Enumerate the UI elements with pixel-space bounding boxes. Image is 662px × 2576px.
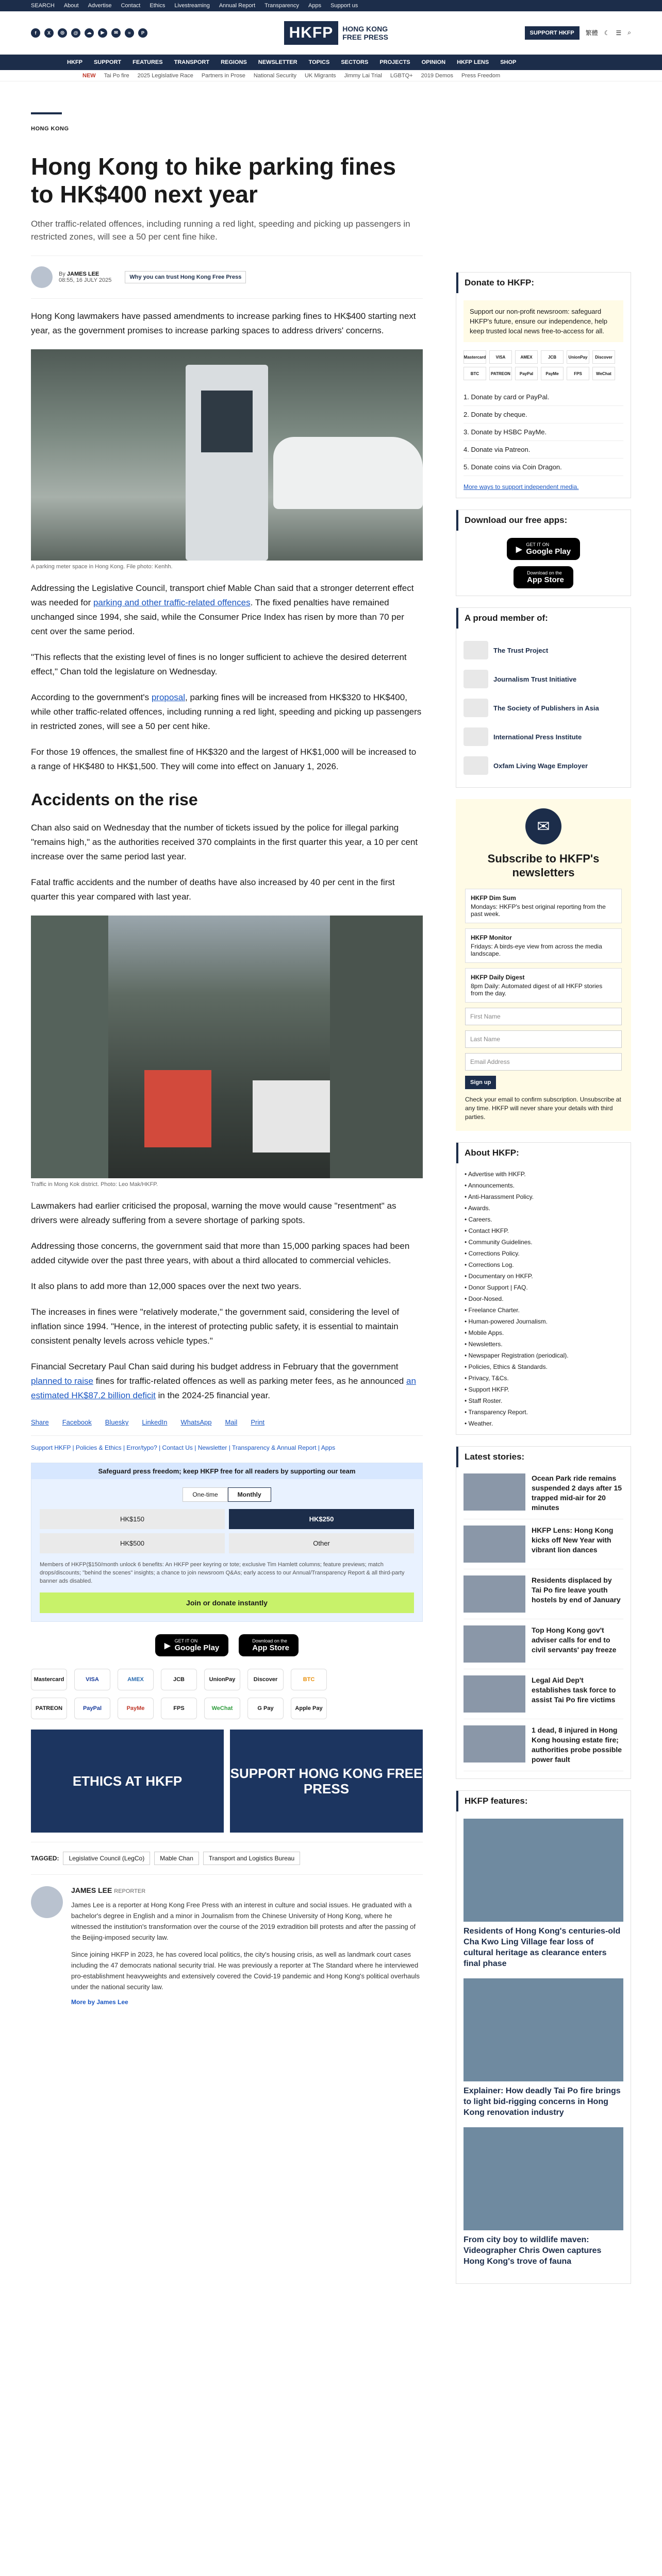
paragraph: For those 19 offences, the smallest fine of HK$320 and the largest of HK$1,000 will be increased to a range of HK$480 to HK$1,500. They will come into effect on January 1, 2026. [31,747,417,771]
as-label: App Store [527,575,564,584]
member-org[interactable] [464,722,623,751]
about-link[interactable]: • Weather. [465,1420,493,1427]
story-title: 1 dead, 8 injured in Hong Kong housing estate fire; authorities probe possible power fault [532,1726,622,1764]
print-link[interactable]: Print [251,1418,265,1426]
about-link[interactable]: • Newspaper Registration (periodical). [465,1352,569,1359]
amount-option-selected[interactable]: HK$250 [229,1509,414,1529]
amount-option[interactable]: Other [229,1533,414,1553]
newsletter-option[interactable] [465,889,622,923]
about-link[interactable]: • Community Guidelines. [465,1239,533,1246]
bus-shape-2 [253,1080,330,1153]
meter-screen-shape [201,391,253,452]
article-date: 08:55, 16 JULY 2025 [59,277,112,283]
amount-option[interactable]: HK$500 [40,1533,225,1553]
sign-up-button[interactable]: Sign up [465,1076,496,1089]
promo-videos [31,1730,423,1833]
member-name: Oxfam Living Wage Employer [493,761,588,770]
trending-item[interactable]: Tai Po fire [104,72,129,79]
paragraph: Addressing those concerns, the government said that more than 15,000 parking spaces had been added citywide over the past three years, with about a third allocated to commercial vehicles. [31,1241,410,1265]
paragraph [31,1360,423,1403]
paragraph: Chan also said on Wednesday that the number of tickets issued by the police for illegal parking "remains high," as the authorities received 370 complaints in the first quarter this year, a 10 per cent increase over the same period last year. [31,823,418,861]
support-video[interactable]: SUPPORT HONG KONG FREE PRESS [230,1730,423,1833]
tags-row [31,1842,423,1875]
tag-chip[interactable]: Transport and Logistics Bureau [203,1852,300,1865]
feature-story[interactable] [464,2127,623,2267]
story-title: HKFP Lens: Hong Kong kicks off New Year with vibrant lion dances [532,1526,614,1554]
text-run: Addressing the Legislative Council, transport chief Mable Chan said that a stronger deterrent effect was needed for [31,583,414,607]
email-field[interactable]: Email Address [465,1053,622,1071]
article-category[interactable]: HONG KONG [31,126,69,132]
member-name: The Society of Publishers in Asia [493,704,599,712]
story-thumbnail [464,1625,525,1663]
story-thumbnail [464,1473,525,1511]
paragraph: The increases in fines were "relatively moderate," the government said, considering the level of inflation since 1994. "Hence, in the interest of protecting public safety, it is essential to maintain consistent penalty levels across vehicle types." [31,1307,400,1346]
facebook-icon[interactable]: f [31,28,40,38]
play-icon: ▶ [164,1641,171,1650]
latest-story[interactable] [464,1519,623,1569]
story-thumbnail [464,1675,525,1713]
topbar-annual-report[interactable]: Annual Report [219,3,256,9]
paragraph: "This reflects that the existing level of fines is no longer sufficient to achieve the desired deterrent effect," Chan told the legislature on Wednesday. [31,652,407,676]
white-car-shape [273,437,423,509]
brand-actions [525,26,631,40]
menu-icon[interactable]: ☰ [616,29,622,37]
latest-story[interactable] [464,1619,623,1669]
newsletter-title: Subscribe to HKFP's newsletters [487,852,600,879]
feature-title: Residents of Hong Kong's centuries-old Cha Kwo Ling Village fear loss of cultural heritage as clearance enters final phase [464,1927,621,1968]
as-small: Download on the [252,1638,287,1643]
author-box [31,1886,423,2006]
story-title: Legal Aid Dep't establishes task force to assist Tai Po fire victims [532,1676,616,1704]
donate-method[interactable]: 2. Donate by cheque. [464,406,623,423]
bluesky-icon[interactable]: ☁ [85,28,94,38]
jcb-logo: JCB [161,1669,197,1690]
top-utility-bar [0,0,662,11]
jti-logo [464,670,488,688]
topbar-contact[interactable]: Contact [121,3,141,9]
trending-item[interactable]: LGBTQ+ [390,72,413,79]
nav-features[interactable]: FEATURES [133,59,163,65]
donate-method[interactable]: 3. Donate by HSBC PayMe. [464,423,623,441]
app-buttons [31,1634,423,1656]
about-sidebar [456,1142,631,1435]
about-link[interactable]: • Privacy, T&Cs. [465,1375,509,1382]
paragraph [31,581,423,639]
feature-story[interactable] [464,1819,623,1969]
amount-option[interactable]: HK$150 [40,1509,225,1529]
site-logo[interactable] [284,21,388,45]
social-icons [31,28,147,38]
proposal-link[interactable]: proposal [151,692,186,702]
x-twitter-icon[interactable]: X [44,28,54,38]
trending-item[interactable]: 2019 Demos [421,72,453,79]
newsletter-name: HKFP Monitor [471,934,512,941]
donate-method[interactable]: 4. Donate via Patreon. [464,441,623,459]
latest-story[interactable] [464,1719,623,1771]
paypal-logo: PayPal [515,367,538,380]
text-run: Financial Secretary Paul Chan said during his budget address in February that the government [31,1362,399,1371]
about-link[interactable]: • Awards. [465,1205,491,1212]
paragraph [31,690,423,734]
donate-methods [464,388,623,476]
tab-monthly[interactable]: Monthly [228,1487,271,1502]
about-link[interactable]: • Anti-Harassment Policy. [465,1193,534,1200]
latest-story[interactable] [464,1669,623,1719]
donate-method[interactable]: 5. Donate coins via Coin Dragon. [464,459,623,476]
instagram-icon[interactable]: ◎ [58,28,67,38]
new-badge: NEW [82,72,96,79]
more-by-author-link[interactable]: More by James Lee [71,1998,128,2006]
wechat-logo: WeChat [204,1698,240,1719]
nav-transport[interactable]: TRANSPORT [174,59,210,65]
newsletter-desc: Mondays: HKFP's best original reporting from the past week. [471,903,606,918]
email-icon[interactable]: ✉ [111,28,121,38]
article [31,112,423,2006]
topbar-search[interactable]: SEARCH [31,3,55,9]
author-bio: Since joining HKFP in 2023, he has covered local politics, the city's housing crisis, as well as landmark court cases including the 47 democrats national security trial. He was previously a reporter at The Standard where he interviewed pro-establishment heavyweights and extensively covered the Covid-19 pandemic and Hong Kong's political overhauls under the national security law. [71,1951,420,1991]
ipi-logo [464,727,488,746]
donate-intro: Support our non-profit newsroom: safeguard HKFP's future, ensure our independence, help keep trusted local news free-to-access for all. [464,300,623,342]
fps-logo: FPS [567,367,589,380]
gp-small: GET IT ON [526,542,550,547]
latest-sidebar [456,1446,631,1779]
bluesky-share-link[interactable]: Bluesky [105,1418,129,1426]
google-play-button[interactable] [155,1634,228,1656]
subscription-note: Check your email to confirm subscription. Unsubscribe at any time. HKFP will never share your details with third parties. [465,1096,621,1121]
newsletter-desc: 8pm Daily: Automated digest of all HKFP stories from the day. [471,982,603,997]
donate-method[interactable]: 1. Donate by card or PayPal. [464,388,623,406]
about-link[interactable]: • Donor Support | FAQ. [465,1284,528,1291]
logo-text [342,25,388,41]
as-label: App Store [252,1643,289,1652]
text-run: in the 2024-25 financial year. [155,1391,271,1400]
about-link[interactable]: • Careers. [465,1216,492,1223]
amex-logo: AMEX [515,350,538,364]
wechat-logo: WeChat [592,367,615,380]
oxfam-logo [464,756,488,775]
amex-logo: AMEX [118,1669,154,1690]
sidebar-heading: Donate to HKFP: [456,273,631,293]
topbar-support-us[interactable]: Support us [330,3,358,9]
topbar-about[interactable]: About [63,3,79,9]
about-link[interactable]: • Door-Nosed. [465,1295,504,1302]
payme-logo: PayMe [118,1698,154,1719]
text-run: fines for traffic-related offences as well as parking meter fees, as he announced [93,1376,406,1386]
member-org[interactable] [464,693,623,722]
feature-image [464,1978,623,2081]
trending-item[interactable]: National Security [253,72,296,79]
photo-caption: A parking meter space in Hong Kong. File photo: Kenhh. [31,564,173,570]
author-avatar-large[interactable] [31,1886,63,1918]
about-link[interactable]: • Staff Roster. [465,1397,503,1404]
newsletter-name: HKFP Dim Sum [471,894,516,902]
first-name-field[interactable]: First Name [465,1008,622,1025]
sidebar-heading: HKFP features: [456,1791,631,1811]
trending-item[interactable]: 2025 Legislative Race [137,72,193,79]
moon-icon[interactable]: ☾ [604,29,610,37]
text-run: , parking fines will be increased from HK$320 to HK$400, while other traffic-related offences, including running a red light, speeding and picking up passengers in restricted zones, will see a 50 per cent hike. [31,692,422,731]
app-store-button[interactable] [239,1634,299,1656]
nav-shop[interactable]: SHOP [500,59,517,65]
discover-logo: Discover [592,350,615,364]
about-link[interactable]: • Human-powered Journalism. [465,1318,548,1325]
about-link[interactable]: • Policies, Ethics & Standards. [465,1363,548,1370]
member-org[interactable] [464,751,623,780]
building-left-shape [31,916,108,1178]
gp-label: Google Play [174,1643,220,1652]
topbar-transparency[interactable]: Transparency [264,3,299,9]
member-org[interactable] [464,665,623,693]
topbar-apps[interactable]: Apps [308,3,322,9]
nav-support[interactable]: SUPPORT [93,59,122,65]
about-links [456,1163,631,1434]
applepay-logo: Apple Pay [291,1698,327,1719]
author-name[interactable]: JAMES LEE [67,271,100,277]
app-store-button[interactable] [514,566,573,588]
bus-shape [144,1070,211,1147]
topbar-ethics[interactable]: Ethics [150,3,166,9]
tag-chip[interactable]: Legislative Council (LegCo) [63,1852,150,1865]
byline-meta [59,271,111,283]
member-name: Journalism Trust Initiative [493,675,577,683]
sidebar-heading: About HKFP: [456,1143,631,1163]
sidebar-heading: Latest stories: [456,1447,631,1467]
latest-stories [456,1467,631,1778]
main-nav [0,55,662,70]
donate-widget [31,1463,423,1622]
member-benefits-text: Members of HKFP($150/month unlock 6 benefits: An HKFP peer keyring or tote; exclusive Tim Hamlett columns; feature previews; match drops/discounts; "behind the scenes" insights; a chance to join newsroom Q&As; early access to our Annual/Transparency Report & all third-party banner ads disabled. [40,1562,405,1584]
linkedin-share-link[interactable]: LinkedIn [142,1418,168,1426]
story-title: Residents displaced by Tai Po fire leave youth hostels by end of January [532,1576,621,1604]
author-avatar[interactable] [31,266,53,288]
mastercard-logo: Mastercard [31,1669,67,1690]
topbar-livestreaming[interactable]: Livestreaming [174,3,210,9]
rss-icon[interactable]: ≈ [125,28,134,38]
google-play-button[interactable] [507,538,580,560]
building-right-shape [330,916,423,1178]
brand-bar [0,11,662,55]
tab-one-time[interactable]: One-time [183,1487,227,1502]
newsletter-signup [456,799,631,1131]
planned-raise-link[interactable]: planned to raise [31,1376,93,1386]
member-name: International Press Institute [493,733,582,741]
mastercard-logo: Mastercard [464,350,486,364]
visa-logo: VISA [74,1669,110,1690]
about-link[interactable]: • Announcements. [465,1182,515,1189]
more-ways-link[interactable]: More ways to support independent media. [464,483,579,490]
nav-sectors[interactable]: SECTORS [341,59,369,65]
feature-image [464,2127,623,2230]
gp-label: Google Play [526,547,571,556]
play-icon: ▶ [516,545,522,554]
category-rule [31,112,62,114]
topbar-advertise[interactable]: Advertise [88,3,112,9]
feature-title: From city boy to wildlife maven: Videographer Chris Owen captures Hong Kong's trove of fauna [464,2235,602,2266]
paragraph: It also plans to add more than 12,000 spaces over the next two years. [31,1281,302,1291]
about-link[interactable]: • Transparency Report. [465,1409,528,1416]
share-link[interactable]: Share [31,1418,49,1426]
donate-widget-header: Safeguard press freedom; keep HKFP free for all readers by supporting our team [31,1463,422,1479]
about-link[interactable]: • Corrections Log. [465,1261,514,1268]
story-title: Ocean Park ride remains suspended 2 days after 15 trapped mid-air for 20 minutes [532,1474,622,1512]
story-thumbnail [464,1725,525,1762]
newsletter-desc: Fridays: A birds-eye view from across the media landscape. [471,943,602,957]
bitcoin-logo: BTC [464,367,486,380]
about-link[interactable]: • Corrections Policy. [465,1250,520,1257]
tagged-label: TAGGED: [31,1855,59,1862]
mong-kok-traffic-photo [31,916,423,1178]
jcb-logo: JCB [541,350,564,364]
share-row [31,1418,423,1436]
trending-bar [0,70,662,81]
byline [31,256,423,299]
paypal-logo: PayPal [74,1698,110,1719]
story-title: Top Hong Kong gov't adviser calls for end to civil servants' pay freeze [532,1626,617,1654]
sopa-logo [464,699,488,717]
newsletter-option[interactable] [465,968,622,1003]
deficit-link[interactable]: an estimated HK$87.2 billion deficit [31,1376,416,1400]
about-link[interactable]: • Support HKFP. [465,1386,509,1393]
nav-newsletter[interactable]: NEWSLETTER [258,59,297,65]
trust-link[interactable]: Why you can trust Hong Kong Free Press [125,271,246,283]
paragraph: Fatal traffic accidents and the number of deaths have also increased by 40 per cent in the first quarter this year compared with last year. [31,877,395,902]
mail-share-link[interactable]: Mail [225,1418,238,1426]
author-role: REPORTER [114,1888,146,1894]
as-small: Download on the [527,570,562,575]
text-run: . The fixed penalties have remained unchanged since 1994, she said, while the Consumer Price Index has risen by more than 70 per cent over the same period. [31,598,404,636]
trending-item[interactable]: UK Migrants [304,72,336,79]
logo-mark: HKFP [284,21,339,45]
search-icon[interactable]: ⌕ [627,29,631,36]
features-sidebar [456,1790,631,2284]
ethics-video[interactable]: ETHICS AT HKFP [31,1730,224,1833]
unionpay-logo: UnionPay [567,350,589,364]
parking-meter-photo [31,349,423,561]
donate-sidebar [456,272,631,498]
author-bio: James Lee is a reporter at Hong Kong Free Press with an interest in culture and social issues. He graduated with a bachelor's degree in English and a minor in Journalism from the Chinese University of Hong Kong, where he witnessed the institution's transformation over the course of the 2019 extradition bill protests and after the passing of the Beijing-imposed security law. [71,1901,416,1941]
newsletter-option[interactable] [465,928,622,963]
members-sidebar [456,607,631,788]
author-box-name[interactable]: JAMES LEE [71,1886,112,1894]
trending-item[interactable]: Partners in Prose [201,72,245,79]
member-name: The Trust Project [493,646,549,654]
author-info [71,1886,423,2006]
payment-logos [31,1669,423,1719]
latest-story[interactable] [464,1467,623,1519]
feature-image [464,1819,623,1922]
photo-caption: Traffic in Mong Kok district. Photo: Leo Mak/HKFP. [31,1181,158,1188]
trending-item[interactable]: Press Freedom [461,72,501,79]
nav-hkfp[interactable]: HKFP [67,59,82,65]
unionpay-logo: UnionPay [204,1669,240,1690]
patreon-logo: PATREON [31,1698,67,1719]
latest-story[interactable] [464,1569,623,1619]
about-link[interactable]: • Newsletters. [465,1341,503,1348]
envelope-icon: ✉ [525,808,561,844]
gpay-logo: G Pay [247,1698,284,1719]
about-link[interactable]: • Advertise with HKFP. [465,1171,526,1178]
apps-sidebar [456,510,631,596]
tag-chip[interactable]: Mable Chan [154,1852,199,1865]
sidebar [456,81,631,2295]
nav-hkfp-lens[interactable]: HKFP LENS [457,59,489,65]
discover-logo: Discover [247,1669,284,1690]
nav-opinion[interactable]: OPINION [421,59,446,65]
nav-projects[interactable]: PROJECTS [379,59,410,65]
join-donate-button[interactable]: Join or donate instantly [40,1592,414,1613]
visa-logo: VISA [489,350,512,364]
about-link[interactable]: • Contact HKFP. [465,1227,509,1234]
youtube-icon[interactable]: ▶ [98,28,107,38]
paragraph: Hong Kong lawmakers have passed amendments to increase parking fines to HK$400 starting next year, as the government promises to increase parking spaces to address drivers' concerns. [31,311,416,335]
newsletter-name: HKFP Daily Digest [471,974,525,981]
trending-item[interactable]: Jimmy Lai Trial [344,72,382,79]
footer-links-row[interactable]: Support HKFP | Policies & Ethics | Error/typo? | Contact Us | Newsletter | Transparency & Annual Report | Apps [31,1444,336,1451]
offences-link[interactable]: parking and other traffic-related offences [93,598,251,607]
feature-title: Explainer: How deadly Tai Po fire brings to light bid-rigging concerns in Hong Kong renovation industry [464,2087,621,2117]
about-link[interactable]: • Documentary on HKFP. [465,1273,533,1280]
support-hkfp-button[interactable]: SUPPORT HKFP [525,26,580,40]
payme-logo: PayMe [541,367,564,380]
nav-topics[interactable]: TOPICS [308,59,330,65]
sidebar-pay-logos [464,350,623,380]
trust-project-logo [464,641,488,659]
story-thumbnail [464,1526,525,1563]
features-stories [456,1811,631,2283]
language-switch[interactable]: 繁體 [585,29,598,37]
sidebar-heading: Download our free apps: [456,510,631,531]
donate-frequency-tabs [40,1487,414,1502]
patreon-logo: PATREON [489,367,512,380]
nav-regions[interactable]: REGIONS [221,59,247,65]
by-label: By [59,271,65,277]
gp-small: GET IT ON [174,1638,198,1643]
fps-logo: FPS [161,1698,197,1719]
threads-icon[interactable]: @ [71,28,80,38]
last-name-field[interactable]: Last Name [465,1030,622,1048]
paragraph: Lawmakers had earlier criticised the proposal, warning the move would cause "resentment" as drivers were already suffering from a severe shortage of parking spots. [31,1201,396,1225]
member-org[interactable] [464,636,623,665]
about-link[interactable]: • Mobile Apps. [465,1329,504,1336]
story-thumbnail [464,1575,525,1613]
donate-amounts [40,1509,414,1553]
facebook-share-link[interactable]: Facebook [62,1418,92,1426]
bitcoin-logo: BTC [291,1669,327,1690]
logo-line-1: HONG KONG [342,24,388,33]
text-run: According to the government's [31,692,152,702]
section-heading: Accidents on the rise [31,790,198,809]
feature-story[interactable] [464,1978,623,2118]
article-lead: Other traffic-related offences, including running a red light, speeding and picking up passengers in restricted zones, will see a 50 per cent fine hike. [31,219,410,242]
whatsapp-share-link[interactable]: WhatsApp [180,1418,212,1426]
patreon-icon[interactable]: P [138,28,147,38]
about-link[interactable]: • Freelance Charter. [465,1307,520,1314]
sidebar-heading: A proud member of: [456,608,631,629]
logo-line-2: FREE PRESS [342,32,388,41]
article-title: Hong Kong to hike parking fines to HK$400 next year [31,153,396,208]
